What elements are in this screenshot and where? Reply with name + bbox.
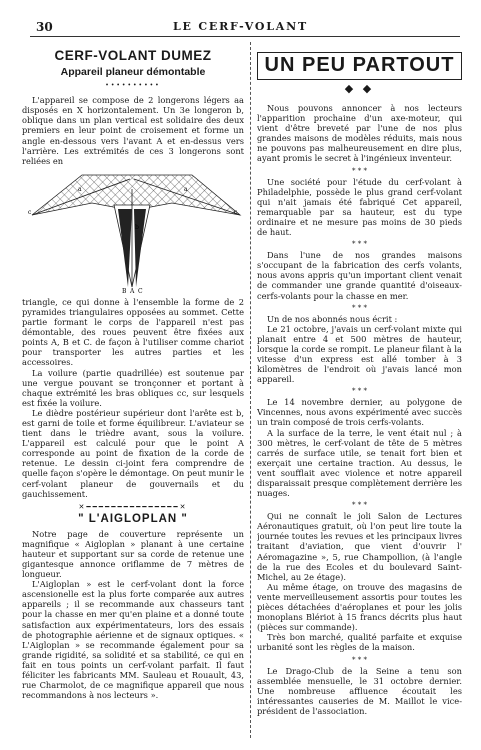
paragraph: triangle, ce qui donne à l'ensemble la forme de 2 pyramides triangulaires opposées au sommet. Cette partie formant le corps de l'appareil n'est pas démontable, des roues peuvent être fixées aux points A, B et C. de façon à l'utiliser comme chariot pour transporter les autres parties et les accessoires.: [22, 296, 244, 368]
paragraph: Très bon marché, qualité parfaite et exquise urbanité sont les règles de la maison.: [257, 632, 462, 653]
paragraph: Dans l'une de nos grandes maisons s'occupant de la fabrication des cerfs volants, nous avons appris qu'un important client venait de commander une grande quantité d'oiseaux-cerfs-volants pour la chasse en mer.: [257, 250, 462, 301]
figure-label: c: [234, 208, 238, 216]
paragraph: Un de nos abonnés nous écrit :: [267, 313, 398, 324]
article-subtitle-dumez: Appareil planeur démontable: [60, 66, 206, 79]
right-column: [257, 48, 462, 716]
paragraph: Notre page de couverture représente un magnifique « Aigloplan » planant à une certaine hauteur et supportant sur sa corde de retenue une gigantesque annonce oriflamme de 7 mètres de longueur.: [22, 528, 244, 580]
paragraph: Le dièdre postérieur supérieur dont l'arête est b, est garni de toile et forme équilibreur. L'aviateur se tient dans le trièdre avant, sous la voilure. L'appareil est calculé pour que le point A corresponde au point de fixation de la corde de retenue. Le dessin ci-joint fera comprendre de quelle façon s'opère le démontage. On peut munir le cerf-volant planeur de gouvernails et du gauchissement.: [22, 407, 244, 499]
header-rule: [30, 36, 460, 37]
figure-label: C: [138, 287, 143, 294]
figure-label: c: [28, 208, 32, 216]
paragraph: Une société pour l'étude du cerf-volant à Philadelphie, possède le plus grand cerf-volant qui n'ait jamais été fabriqué Cet appareil, remarquable par sa hauteur, est du type ordinaire et ne mesure pas moins de 30 pieds de haut.: [257, 176, 462, 238]
star-separator: * * *: [352, 240, 367, 249]
diamond-ornament: ◆ ◆: [344, 82, 375, 95]
star-separator: * * *: [352, 166, 367, 175]
figure-label: B: [122, 287, 127, 294]
kite-diagram-figure: [22, 169, 244, 294]
star-separator: * * *: [352, 303, 367, 312]
running-title: LE CERF-VOLANT: [173, 20, 308, 33]
paragraph: Le 21 octobre, j'avais un cerf-volant mixte qui planait entre 4 et 500 mètres de hauteur, lorsque la corde se rompit. Le planeur filant à la vitesse d'un express est allé tomber à 3 kilomètres de l'endroit où j'avais lancé mon appareil.: [257, 323, 462, 385]
figure-label: b: [135, 223, 139, 231]
star-separator: * * *: [352, 501, 367, 510]
article-title-un-peu-partout: UN PEU PARTOUT: [257, 52, 462, 80]
paragraph: Le Drago-Club de la Seine a tenu son assemblée mensuelle, le 31 octobre dernier. Une nombreuse affluence écoutait les intéressantes causeries de M. Maillot le vice-président de l'association.: [257, 665, 462, 716]
section-ornament: ✕━━━━━━━━━━━━━━━✕: [78, 502, 188, 511]
article-title-aigloplan: " L'AIGLOPLAN ": [78, 512, 188, 525]
star-separator: * * *: [352, 655, 367, 664]
left-column: [22, 48, 244, 700]
page-number: 30: [36, 20, 53, 34]
figure-label: A: [130, 287, 135, 294]
column-divider: [250, 42, 251, 738]
star-separator: * * *: [352, 387, 367, 396]
paragraph: Au même étage, on trouve des magasins de vente merveilleusement assortis pour toutes les pièces détachées d'aéroplanes et pour les jolis monoplans Blériot à 15 francs décrits plus haut (pièces sur commande).: [257, 581, 462, 633]
kite-diagram: [22, 169, 244, 294]
figure-label: a: [184, 185, 188, 193]
paragraph: Qui ne connaît le joli Salon de Lectures Aéronautiques gratuit, où l'on peut lire toute la journée toutes les revues et les principaux livres traitant d'aviation, que vient d'ouvrir l' Aéromagazine », 5, rue Champollion, (à l'angle de la rue des Ecoles et du boulevard Saint-Michel, au 2e étage).: [257, 511, 462, 582]
paragraph: Nous pouvons annoncer à nos lecteurs l'apparition prochaine d'un axe-moteur, qui vient d'être breveté par l'une de nos plus grandes maisons de modèles réduits, mais nous ne pouvons pas malheureusement en dire plus, ayant promis le secret à l'ingénieux inventeur.: [257, 103, 462, 164]
article-title-dumez: CERF-VOLANT DUMEZ: [54, 48, 212, 63]
separator-dots: ••••••••••: [105, 82, 161, 90]
paragraph: Le 14 novembre dernier, au polygone de Vincennes, nous avons expérimenté avec succès un train composé de trois cerfs-volants.: [257, 397, 462, 428]
paragraph: La voilure (partie quadrillée) est soutenue par une vergue pouvant se tronçonner et portant à chaque extrémité les bras obliques cc, sur lesquels est fixée la voilure.: [22, 367, 244, 408]
paragraph: A la surface de la terre, le vent était nul ; à 300 mètres, le cerf-volant de tête de 5 mètres carrés de surface utile, se tenait fort bien et exerçait une certaine traction. Au dessus, le vent soufflait avec violence et notre appareil disparaissait presque complètement derrière les nuages.: [257, 427, 462, 499]
paragraph: L'Aigloplan » est le cerf-volant dont la force ascensionelle est la plus forte comparée aux autres appareils ; il se recommande aux chasseurs tant pour la chasse en mer qu'en plaine et a donné toute satisfaction aux expérimentateurs, lors des essais de photographie aérienne et de signaux optiques. « L'Aigloplan » se recommande également pour sa grande rigidité, sa solidité et sa stabilité, ce qui en fait en tous points un cerf-volant parfait. Il faut féliciter les fabricants MM. Sauleau et Rouault, 43, rue Charmolot, de ce magnifique appareil que nous recommandons à nos lecteurs ».: [22, 579, 244, 701]
paragraph: L'appareil se compose de 2 longerons légers aa disposés en X horizontalement. Un 3e longeron b, oblique dans un plan vertical est solidaire des deux premiers en leur point de croisement et forme un angle en-dessous vers l'avant A et en-dessus vers l'arrière. Les extrémités de ces 3 longerons sont reliées en: [22, 95, 244, 166]
figure-label: a: [78, 185, 82, 193]
